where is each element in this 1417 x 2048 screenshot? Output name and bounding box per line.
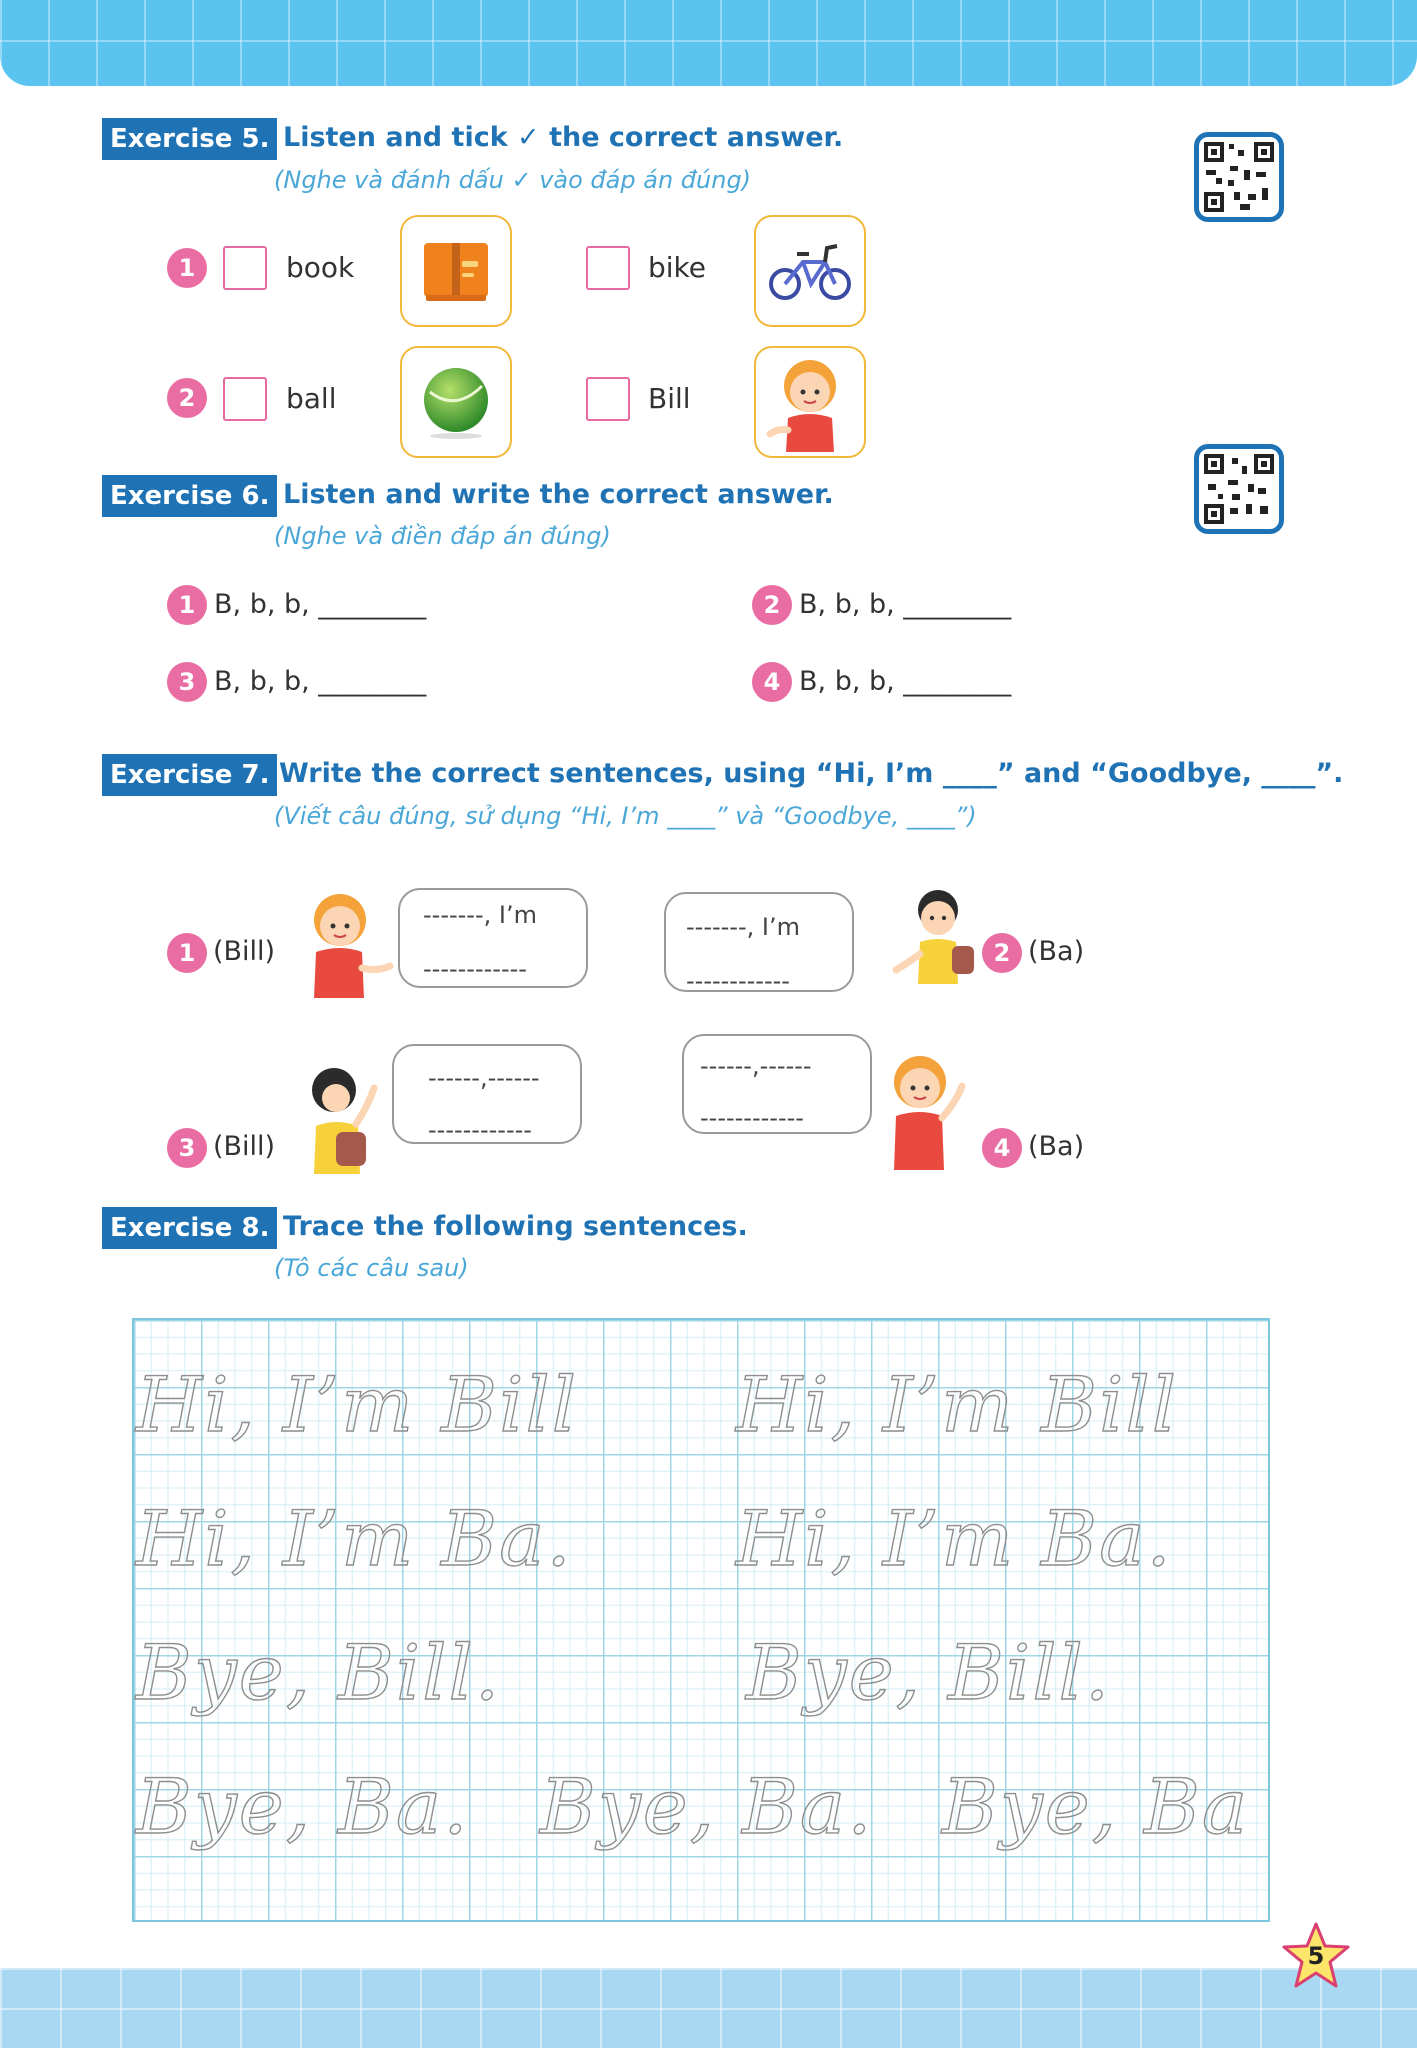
- exercise-5-tag: Exercise 5.: [102, 118, 277, 160]
- trace-sentence: Hi, I’m Ba.: [136, 1494, 573, 1583]
- boy-bill-icon: [754, 346, 866, 458]
- bubble-line-2: ------------: [700, 1104, 804, 1132]
- character-name: (Bill): [213, 1131, 276, 1162]
- option-label-bill: Bill: [648, 382, 691, 415]
- character-name: (Ba): [1028, 936, 1085, 967]
- exercise-6-subtitle: (Nghe và điền đáp án đúng): [274, 522, 611, 550]
- item-number-badge: 3: [167, 1128, 207, 1168]
- bubble-line-1: ------,------: [700, 1052, 812, 1080]
- top-banner: [0, 0, 1417, 86]
- bubble-line-2: ------------: [423, 955, 527, 983]
- item-number-badge: 2: [982, 933, 1022, 973]
- fill-in-line[interactable]: B, b, b, ________: [214, 589, 427, 620]
- fill-in-line[interactable]: B, b, b, ________: [799, 666, 1012, 697]
- bubble-line-2: ------------: [428, 1116, 532, 1144]
- exercise-6-title: Listen and write the correct answer.: [283, 479, 834, 510]
- tick-box-bill[interactable]: [586, 377, 630, 421]
- item-number-badge: 2: [167, 378, 207, 418]
- exercise-7-subtitle: (Viết câu đúng, sử dụng “Hi, I’m ____” và “Goodbye, ____”): [274, 802, 977, 830]
- page-number: 5: [1307, 1942, 1325, 1970]
- book-icon: [400, 215, 512, 327]
- trace-sentence: Bye, Ba: [942, 1762, 1250, 1851]
- exercise-7-tag: Exercise 7.: [102, 754, 277, 796]
- bottom-banner: [0, 1968, 1417, 2048]
- bubble-line-1: -------, I’m: [423, 901, 537, 929]
- boy-bill-icon: [296, 888, 396, 998]
- trace-sentence: Bye, Ba.: [540, 1762, 874, 1851]
- fill-in-line[interactable]: B, b, b, ________: [214, 666, 427, 697]
- character-name: (Bill): [213, 936, 276, 967]
- bubble-line-2: ------------: [686, 967, 790, 995]
- trace-sentence: Bye, Ba.: [136, 1762, 470, 1851]
- trace-sentence: Hi, I’m Ba.: [736, 1494, 1173, 1583]
- option-label-ball: ball: [286, 382, 337, 415]
- exercise-7-title: Write the correct sentences, using “Hi, I’m ____” and “Goodbye, ____”.: [279, 758, 1344, 789]
- tick-box-book[interactable]: [223, 246, 267, 290]
- item-number-badge: 4: [982, 1128, 1022, 1168]
- boy-ba-icon: [292, 1054, 392, 1174]
- item-number-badge: 1: [167, 585, 207, 625]
- item-number-badge: 4: [752, 662, 792, 702]
- option-label-book: book: [286, 251, 355, 284]
- trace-sentence: Bye, Bill.: [136, 1628, 502, 1717]
- tick-box-ball[interactable]: [223, 377, 267, 421]
- exercise-6-tag: Exercise 6.: [102, 475, 277, 517]
- ball-icon: [400, 346, 512, 458]
- trace-sentence: Hi, I’m Bill: [136, 1360, 579, 1449]
- exercise-5-subtitle: (Nghe và đánh dấu ✓ vào đáp án đúng): [274, 166, 752, 194]
- tick-box-bike[interactable]: [586, 246, 630, 290]
- qr-code-icon[interactable]: [1194, 444, 1284, 534]
- bubble-line-1: ------,------: [428, 1064, 540, 1092]
- exercise-5-title: Listen and tick ✓ the correct answer.: [283, 122, 844, 153]
- fill-in-line[interactable]: B, b, b, ________: [799, 589, 1012, 620]
- bike-icon: [754, 215, 866, 327]
- item-number-badge: 1: [167, 933, 207, 973]
- character-name: (Ba): [1028, 1131, 1085, 1162]
- boy-ba-icon: [884, 884, 984, 994]
- exercise-8-title: Trace the following sentences.: [283, 1211, 748, 1242]
- option-label-bike: bike: [648, 251, 706, 284]
- bubble-line-1: -------, I’m: [686, 913, 800, 941]
- qr-code-icon[interactable]: [1194, 132, 1284, 222]
- trace-sentence: Bye, Bill.: [746, 1628, 1112, 1717]
- item-number-badge: 2: [752, 585, 792, 625]
- exercise-8-tag: Exercise 8.: [102, 1207, 277, 1249]
- exercise-8-subtitle: (Tô các câu sau): [274, 1254, 469, 1282]
- item-number-badge: 1: [167, 248, 207, 288]
- trace-sentence: Hi, I’m Bill: [736, 1360, 1179, 1449]
- boy-bill-icon: [880, 1046, 980, 1170]
- item-number-badge: 3: [167, 662, 207, 702]
